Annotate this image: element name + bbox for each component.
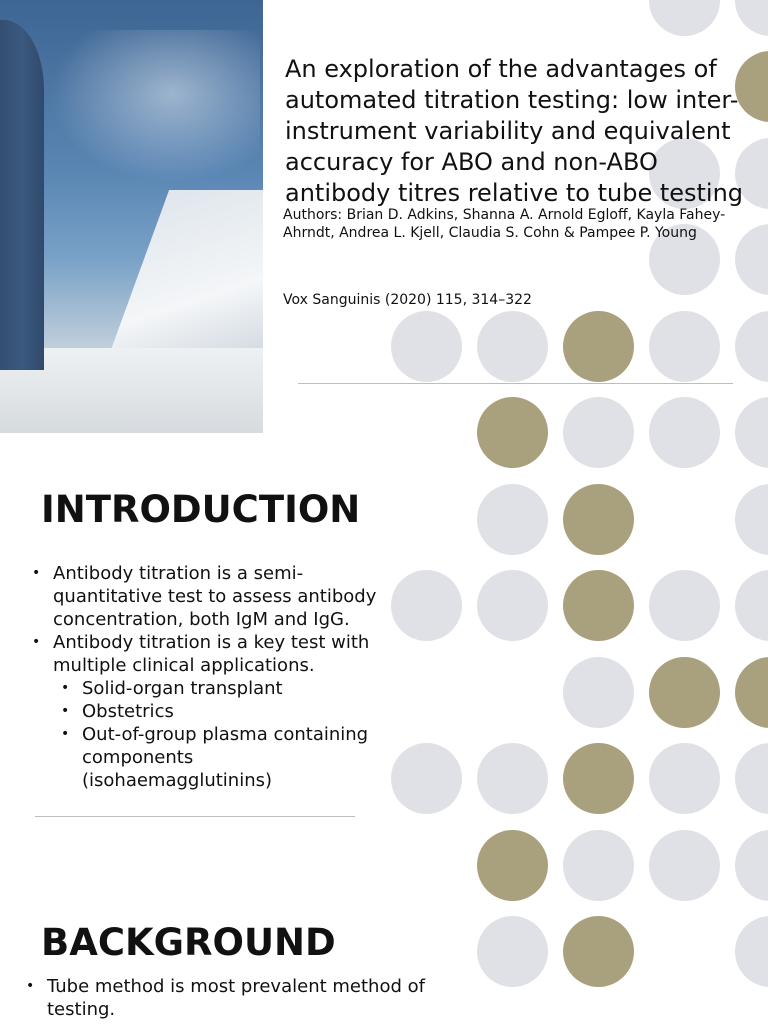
decorative-dot [735,224,768,295]
decorative-dot [735,311,768,382]
decorative-dot [477,570,548,641]
decorative-dot [735,570,768,641]
decorative-dot [649,743,720,814]
sub-bullet-list [53,677,380,792]
decorative-dot [477,397,548,433]
photo-wall [111,190,263,350]
decorative-dot [563,866,634,901]
decorative-dot [391,311,462,382]
sub-bullet-item: • Solid-organ transplant [61,677,380,700]
decorative-dot [649,433,720,468]
decorative-dot [735,484,768,555]
decorative-dot [563,743,634,814]
bullet-item: • Tube method is most prevalent method of testing. [26,975,436,1021]
section-heading-introduction: INTRODUCTION [41,488,361,531]
bullet-text: Antibody titration is a key test with multiple clinical applications. [53,632,370,676]
authors-line: Authors: Brian D. Adkins, Shanna A. Arnold Egloff, Kayla Fahey-Ahrndt, Andrea L. Kjell, Claudia S. Cohn & Pampee P. Young [283,207,726,241]
divider-line [298,383,733,384]
background-bullets [26,975,436,1021]
decorative-dot [649,0,720,36]
decorative-dot [477,830,548,867]
decorative-dot [649,397,720,433]
sub-bullet-item: • Obstetrics [61,700,380,723]
decorative-dot [735,743,768,814]
divider-line [35,816,355,817]
decorative-dot [563,484,634,555]
bullet-item [32,631,380,792]
decorative-dot [477,743,548,814]
decorative-dot [735,866,768,901]
sub-bullet-item: • Out-of-group plasma containing components (isohaemagglutinins) [61,723,380,792]
decorative-dot [735,916,768,987]
decorative-dot [649,311,720,382]
decorative-dot [477,484,548,555]
decorative-dot [649,830,720,867]
introduction-slide [0,433,768,866]
decorative-dot [735,0,768,36]
decorative-dot [563,570,634,641]
bullet-item: • Antibody titration is a semi-quantitative test to assess antibody concentration, both IgM and IgG. [32,562,380,631]
background-slide [0,866,768,1024]
decorative-dot [563,830,634,867]
decorative-dot [735,657,768,728]
citation-line: Vox Sanguinis (2020) 115, 314–322 [283,292,532,308]
decorative-dot [477,866,548,901]
decorative-dot [563,657,634,728]
decorative-dot [563,433,634,468]
title-slide [0,0,768,433]
slide-title: An exploration of the advantages of automated titration testing: low inter-instrument variability and equivalent accuracy for ABO and non-ABO antibody titres relative to tube testing [285,55,744,207]
photo-pillar [0,20,44,370]
decorative-dot [649,570,720,641]
decorative-dot [649,657,720,728]
architecture-photo [0,0,263,433]
decorative-dot [563,311,634,382]
photo-sky [40,30,260,190]
decorative-dot [735,830,768,867]
decorative-dot [391,570,462,641]
decorative-dot [649,866,720,901]
decorative-dot [563,397,634,433]
decorative-dot [477,916,548,987]
decorative-dot [477,311,548,382]
decorative-dot [563,916,634,987]
decorative-dot [735,397,768,433]
introduction-bullets [32,562,380,792]
decorative-dot [391,743,462,814]
decorative-dot [477,433,548,468]
section-heading-background: BACKGROUND [41,921,336,964]
decorative-dot [735,433,768,468]
